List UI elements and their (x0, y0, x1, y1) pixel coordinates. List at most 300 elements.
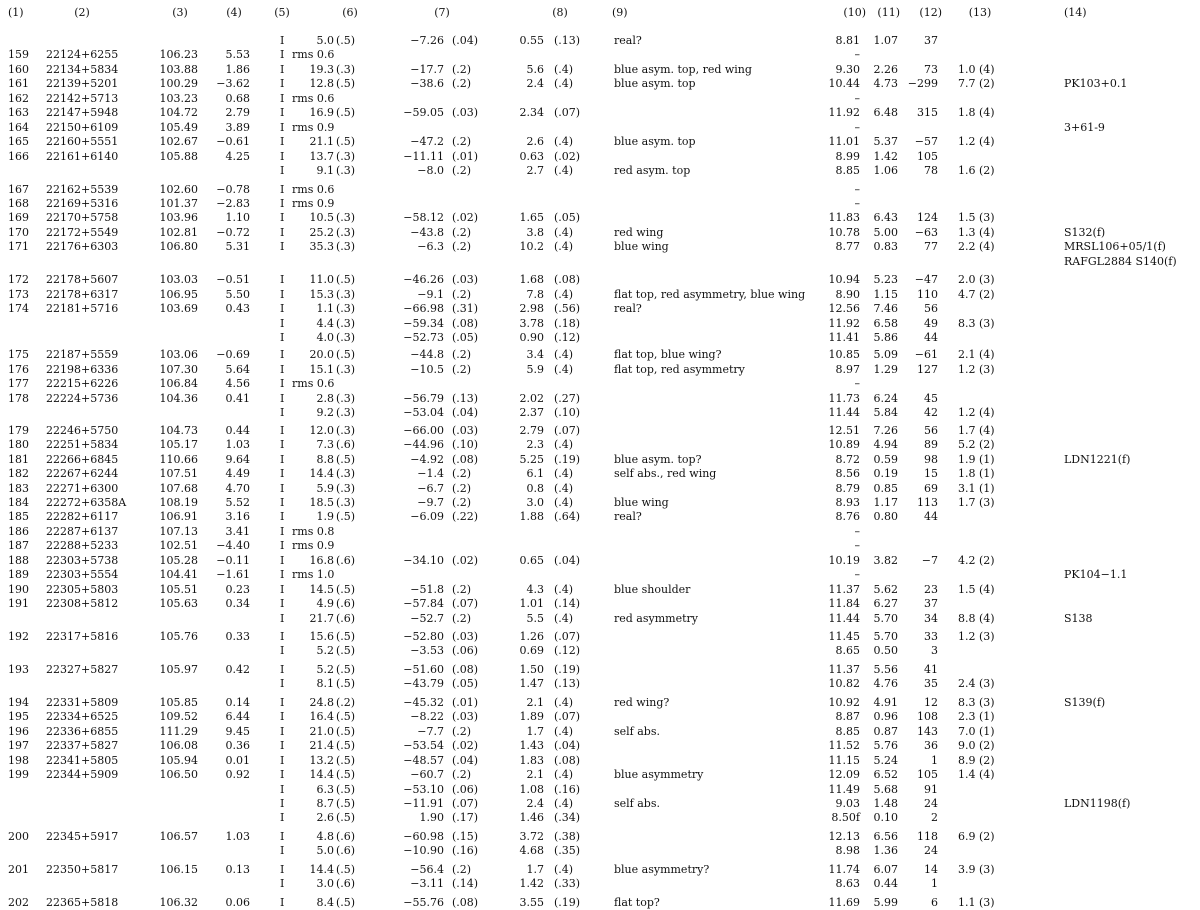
col-10-value: – (854, 92, 860, 105)
source-number: 177 (8, 377, 29, 390)
width: 2.4 (526, 797, 544, 810)
col-11-value: 5.84 (873, 406, 898, 419)
col-13-value: 2.1 (4) (958, 348, 995, 361)
velocity-error: (.07) (452, 597, 479, 610)
col-12-value: 108 (917, 710, 938, 723)
galactic-longitude: 104.73 (159, 424, 198, 437)
remark: red asym. top (614, 164, 691, 177)
galactic-latitude: −0.51 (216, 273, 250, 286)
col-11-value: 4.76 (873, 677, 898, 690)
iras-name: 22282+6117 (46, 510, 119, 523)
iras-name: 22336+6855 (46, 725, 119, 738)
col-11-value: 5.70 (873, 630, 898, 643)
iras-name: 22215+6226 (46, 377, 119, 390)
col-12-value: 105 (917, 150, 938, 163)
velocity: −47.2 (410, 135, 444, 148)
intensity-error: (.3) (336, 406, 356, 419)
galactic-latitude: −0.72 (216, 226, 250, 239)
col-12-value: 33 (924, 630, 938, 643)
width: 2.4 (526, 77, 544, 90)
intensity-error: (.5) (336, 797, 356, 810)
col-11-value: 1.36 (873, 844, 898, 857)
intensity: rms 0.9 (292, 539, 335, 552)
col-12-value: 56 (924, 302, 938, 315)
col-12-value: 110 (917, 288, 938, 301)
velocity-error: (.02) (452, 211, 479, 224)
width-error: (.4) (554, 63, 574, 76)
col-1-header: (1) (8, 6, 24, 19)
col-13-value: 1.0 (4) (958, 63, 995, 76)
line-flag: I (280, 797, 285, 810)
source-number: 195 (8, 710, 29, 723)
col-12-value: 127 (917, 363, 938, 376)
col-11-value: 0.80 (873, 510, 898, 523)
velocity: −46.26 (403, 273, 444, 286)
remark: real? (614, 302, 642, 315)
width: 0.65 (519, 554, 544, 567)
galactic-latitude: 5.52 (225, 496, 250, 509)
col-10-value: – (854, 48, 860, 61)
velocity-error: (.04) (452, 34, 479, 47)
galactic-latitude: 0.23 (225, 583, 250, 596)
galactic-longitude: 105.28 (159, 554, 198, 567)
width: 1.46 (519, 811, 544, 824)
intensity-error: (.6) (336, 830, 356, 843)
intensity: rms 0.9 (292, 121, 335, 134)
velocity-error: (.13) (452, 392, 479, 405)
line-flag: I (280, 525, 285, 538)
intensity-error: (.5) (336, 106, 356, 119)
intensity: rms 0.6 (292, 92, 335, 105)
source-number: 176 (8, 363, 29, 376)
width: 10.2 (519, 240, 544, 253)
intensity-error: (.5) (336, 783, 356, 796)
col-13-value: 1.1 (3) (958, 896, 995, 909)
col-11-value: 1.17 (873, 496, 898, 509)
col-11-value: 5.68 (873, 783, 898, 796)
line-flag: I (280, 739, 285, 752)
remark: blue asymmetry (614, 768, 704, 781)
col-11-value: 6.48 (873, 106, 898, 119)
galactic-latitude: −2.83 (216, 197, 250, 210)
iras-name: 22246+5750 (46, 424, 119, 437)
intensity-error: (.5) (336, 754, 356, 767)
remark: blue asym. top? (614, 453, 702, 466)
source-number: 196 (8, 725, 29, 738)
line-flag: I (280, 496, 285, 509)
width: 3.8 (526, 226, 544, 239)
line-flag: I (280, 34, 285, 47)
col-10-value: 8.76 (835, 510, 860, 523)
intensity-error: (.6) (336, 554, 356, 567)
width: 1.42 (519, 877, 544, 890)
col-14-header: (14) (1064, 6, 1087, 19)
velocity-error: (.01) (452, 150, 479, 163)
velocity-error: (.2) (452, 164, 472, 177)
intensity-error: (.3) (336, 363, 356, 376)
width-error: (.05) (554, 211, 581, 224)
velocity-error: (.2) (452, 725, 472, 738)
line-flag: I (280, 663, 285, 676)
col-13-value: 3.1 (1) (958, 482, 995, 495)
velocity-error: (.2) (452, 467, 472, 480)
velocity-error: (.05) (452, 677, 479, 690)
col-10-value: 8.79 (835, 482, 860, 495)
width: 1.88 (519, 510, 544, 523)
col-14-value: MRSL106+05/1(f) (1064, 240, 1166, 253)
col-13-value: 6.9 (2) (958, 830, 995, 843)
col-14-value: PK103+0.1 (1064, 77, 1128, 90)
width-error: (.07) (554, 710, 581, 723)
galactic-latitude: −0.78 (216, 183, 250, 196)
col-13-value: 9.0 (2) (958, 739, 995, 752)
col-13-header: (13) (968, 6, 992, 19)
intensity: rms 0.6 (292, 377, 335, 390)
source-number: 190 (8, 583, 29, 596)
col-10-value: 8.87 (835, 710, 860, 723)
col-13-value: 1.7 (4) (958, 424, 995, 437)
col-11-value: 5.62 (873, 583, 898, 596)
iras-name: 22181+5716 (46, 302, 119, 315)
col-13-value: 1.9 (1) (958, 453, 995, 466)
galactic-longitude: 102.60 (159, 183, 198, 196)
galactic-latitude: 0.06 (225, 896, 250, 909)
col-14-value: LDN1198(f) (1064, 797, 1131, 810)
intensity: 15.3 (309, 288, 334, 301)
velocity: −9.1 (417, 288, 444, 301)
intensity: 14.4 (309, 768, 334, 781)
galactic-longitude: 103.23 (159, 92, 198, 105)
col-12-value: 24 (924, 797, 938, 810)
galactic-latitude: 1.10 (225, 211, 250, 224)
width: 2.1 (526, 696, 544, 709)
col-10-value: 11.37 (828, 583, 860, 596)
col-5-header: (5) (274, 6, 290, 19)
intensity-error: (.5) (336, 630, 356, 643)
col-11-value: 5.76 (873, 739, 898, 752)
galactic-longitude: 102.81 (159, 226, 198, 239)
col-10-value: 10.85 (828, 348, 860, 361)
col-3-header: (3) (172, 6, 188, 19)
galactic-latitude: −1.61 (216, 568, 250, 581)
iras-name: 22303+5554 (46, 568, 119, 581)
col-13-value: 4.2 (2) (958, 554, 995, 567)
intensity-error: (.5) (336, 811, 356, 824)
velocity: −59.05 (403, 106, 444, 119)
intensity: 7.3 (316, 438, 334, 451)
galactic-longitude: 104.41 (159, 568, 198, 581)
intensity: 16.4 (309, 710, 334, 723)
source-number: 172 (8, 273, 29, 286)
line-flag: I (280, 406, 285, 419)
width: 2.37 (519, 406, 544, 419)
col-12-value: 6 (931, 896, 938, 909)
intensity-error: (.5) (336, 663, 356, 676)
col-10-value: 8.93 (835, 496, 860, 509)
iras-name: 22272+6358A (46, 496, 127, 509)
intensity-error: (.5) (336, 77, 356, 90)
col-13-value: 2.4 (3) (958, 677, 995, 690)
iras-name: 22187+5559 (46, 348, 119, 361)
velocity: −1.4 (417, 467, 444, 480)
line-flag: I (280, 150, 285, 163)
velocity: −51.60 (403, 663, 444, 676)
velocity-error: (.08) (452, 317, 479, 330)
galactic-latitude: 4.25 (225, 150, 250, 163)
velocity-error: (.2) (452, 77, 472, 90)
col-10-value: 11.92 (828, 106, 860, 119)
col-10-value: 8.77 (835, 240, 860, 253)
intensity-error: (.3) (336, 302, 356, 315)
velocity-error: (.2) (452, 226, 472, 239)
intensity: rms 1.0 (292, 568, 335, 581)
col-14-value: PK104−1.1 (1064, 568, 1128, 581)
galactic-longitude: 107.68 (159, 482, 198, 495)
col-11-value: 0.59 (873, 453, 898, 466)
col-10-value: 11.44 (828, 406, 860, 419)
intensity: rms 0.6 (292, 183, 335, 196)
source-number: 185 (8, 510, 29, 523)
line-flag: I (280, 554, 285, 567)
col-12-value: 34 (924, 612, 938, 625)
width-error: (.35) (554, 844, 581, 857)
line-flag: I (280, 710, 285, 723)
col-13-value: 1.7 (3) (958, 496, 995, 509)
galactic-longitude: 105.94 (159, 754, 198, 767)
col-11-header: (11) (877, 6, 900, 19)
intensity: 5.2 (316, 663, 334, 676)
galactic-longitude: 102.67 (159, 135, 198, 148)
galactic-longitude: 103.69 (159, 302, 198, 315)
width-error: (.08) (554, 754, 581, 767)
line-flag: I (280, 106, 285, 119)
col-12-value: 35 (924, 677, 938, 690)
col-11-value: 0.87 (873, 725, 898, 738)
intensity: 1.9 (316, 510, 334, 523)
galactic-longitude: 106.95 (159, 288, 198, 301)
source-number: 167 (8, 183, 29, 196)
galactic-longitude: 106.15 (159, 863, 198, 876)
galactic-longitude: 106.80 (159, 240, 198, 253)
velocity-error: (.14) (452, 877, 479, 890)
source-number: 165 (8, 135, 29, 148)
intensity: 14.4 (309, 467, 334, 480)
intensity-error: (.6) (336, 597, 356, 610)
col-10-value: 8.65 (835, 644, 860, 657)
galactic-latitude: 1.03 (225, 438, 250, 451)
line-flag: I (280, 612, 285, 625)
line-flag: I (280, 877, 285, 890)
intensity-error: (.3) (336, 150, 356, 163)
intensity: rms 0.8 (292, 525, 335, 538)
col-12-value: 73 (924, 63, 938, 76)
galactic-latitude: 2.79 (225, 106, 250, 119)
intensity: 5.0 (316, 844, 334, 857)
col-11-value: 0.85 (873, 482, 898, 495)
velocity: −44.8 (410, 348, 444, 361)
velocity: −3.53 (410, 644, 444, 657)
intensity: 16.9 (309, 106, 334, 119)
col-12-value: 23 (924, 583, 938, 596)
source-number: 174 (8, 302, 29, 315)
col-11-value: 6.43 (873, 211, 898, 224)
iras-name: 22334+6525 (46, 710, 119, 723)
velocity: −10.90 (403, 844, 444, 857)
velocity: −51.8 (410, 583, 444, 596)
line-flag: I (280, 725, 285, 738)
col-13-value: 1.5 (3) (958, 211, 995, 224)
col-9-header: (9) (612, 6, 628, 19)
remark: blue asym. top, red wing (614, 63, 752, 76)
width-error: (.4) (554, 226, 574, 239)
width-error: (.19) (554, 663, 581, 676)
width-error: (.4) (554, 240, 574, 253)
iras-name: 22344+5909 (46, 768, 119, 781)
galactic-latitude: 4.56 (225, 377, 250, 390)
iras-name: 22266+6845 (46, 453, 119, 466)
col-12-value: 2 (931, 811, 938, 824)
galactic-longitude: 105.49 (159, 121, 198, 134)
col-10-value: – (854, 183, 860, 196)
col-10-value: 10.82 (828, 677, 860, 690)
width: 2.3 (526, 438, 544, 451)
velocity: −66.98 (403, 302, 444, 315)
col-13-value: 1.2 (3) (958, 363, 995, 376)
galactic-latitude: 0.68 (225, 92, 250, 105)
width-error: (.12) (554, 331, 581, 344)
width: 2.98 (519, 302, 544, 315)
width-error: (.4) (554, 797, 574, 810)
line-flag: I (280, 830, 285, 843)
col-12-value: 12 (924, 696, 938, 709)
col-11-value: 7.46 (873, 302, 898, 315)
galactic-longitude: 107.30 (159, 363, 198, 376)
galactic-longitude: 105.63 (159, 597, 198, 610)
col-7-header: (7) (434, 6, 450, 19)
galactic-longitude: 106.08 (159, 739, 198, 752)
col-12-value: 14 (924, 863, 938, 876)
width-error: (.04) (554, 554, 581, 567)
intensity: 2.8 (316, 392, 334, 405)
source-number: 198 (8, 754, 29, 767)
col-12-value: 118 (917, 830, 938, 843)
velocity: −53.10 (403, 783, 444, 796)
col-11-value: 5.24 (873, 754, 898, 767)
velocity: −6.3 (417, 240, 444, 253)
col-10-value: – (854, 377, 860, 390)
line-flag: I (280, 164, 285, 177)
galactic-latitude: 3.16 (225, 510, 250, 523)
intensity-error: (.5) (336, 34, 356, 47)
iras-name: 22308+5812 (46, 597, 119, 610)
col-13-value: 1.8 (1) (958, 467, 995, 480)
col-14-value: RAFGL2884 S140(f) (1064, 255, 1177, 268)
col-11-value: 6.56 (873, 830, 898, 843)
line-flag: I (280, 783, 285, 796)
col-10-value: 11.84 (828, 597, 860, 610)
col-12-value: 44 (924, 331, 938, 344)
velocity: 1.90 (419, 811, 444, 824)
col-14-value: 3+61-9 (1064, 121, 1105, 134)
line-flag: I (280, 539, 285, 552)
source-number: 173 (8, 288, 29, 301)
galactic-longitude: 101.37 (159, 197, 198, 210)
velocity-error: (.2) (452, 768, 472, 781)
velocity: −66.00 (403, 424, 444, 437)
intensity: 24.8 (309, 696, 334, 709)
source-number: 162 (8, 92, 29, 105)
intensity-error: (.6) (336, 612, 356, 625)
intensity: 4.9 (316, 597, 334, 610)
velocity-error: (.2) (452, 288, 472, 301)
intensity: 2.6 (316, 811, 334, 824)
col-10-value: 8.81 (835, 34, 860, 47)
remark: blue asym. top (614, 77, 696, 90)
galactic-longitude: 106.50 (159, 768, 198, 781)
source-number: 202 (8, 896, 29, 909)
iras-name: 22134+5834 (46, 63, 119, 76)
col-13-value: 7.0 (1) (958, 725, 995, 738)
line-flag: I (280, 226, 285, 239)
velocity-error: (.2) (452, 240, 472, 253)
width-error: (.4) (554, 863, 574, 876)
iras-name: 22162+5539 (46, 183, 119, 196)
source-number: 199 (8, 768, 29, 781)
velocity: −45.32 (403, 696, 444, 709)
col-13-value: 2.0 (3) (958, 273, 995, 286)
galactic-latitude: 0.36 (225, 739, 250, 752)
velocity-error: (.2) (452, 863, 472, 876)
col-12-value: 41 (924, 663, 938, 676)
col-11-value: 0.19 (873, 467, 898, 480)
width-error: (.04) (554, 739, 581, 752)
intensity: 12.0 (309, 424, 334, 437)
source-number: 200 (8, 830, 29, 843)
intensity: 11.0 (309, 273, 334, 286)
intensity-error: (.3) (336, 496, 356, 509)
width: 1.01 (519, 597, 544, 610)
galactic-latitude: 0.34 (225, 597, 250, 610)
intensity-error: (.3) (336, 424, 356, 437)
col-11-value: 1.15 (873, 288, 898, 301)
width-error: (.4) (554, 135, 574, 148)
col-12-value: 42 (924, 406, 938, 419)
width: 5.25 (519, 453, 544, 466)
intensity-error: (.5) (336, 583, 356, 596)
col-10-value: 10.89 (828, 438, 860, 451)
intensity-error: (.3) (336, 331, 356, 344)
intensity-error: (.6) (336, 877, 356, 890)
line-flag: I (280, 811, 285, 824)
col-11-value: 2.26 (873, 63, 898, 76)
galactic-latitude: −0.11 (216, 554, 250, 567)
galactic-latitude: 0.42 (225, 663, 250, 676)
velocity-error: (.02) (452, 739, 479, 752)
velocity: −10.5 (410, 363, 444, 376)
col-11-value: 1.42 (873, 150, 898, 163)
width-error: (.64) (554, 510, 581, 523)
velocity-error: (.2) (452, 612, 472, 625)
width: 1.7 (526, 725, 544, 738)
col-4-header: (4) (226, 6, 242, 19)
source-number: 183 (8, 482, 29, 495)
line-flag: I (280, 438, 285, 451)
intensity-error: (.5) (336, 677, 356, 690)
intensity-error: (.3) (336, 467, 356, 480)
col-11-value: 5.56 (873, 663, 898, 676)
width: 1.43 (519, 739, 544, 752)
source-number: 187 (8, 539, 29, 552)
